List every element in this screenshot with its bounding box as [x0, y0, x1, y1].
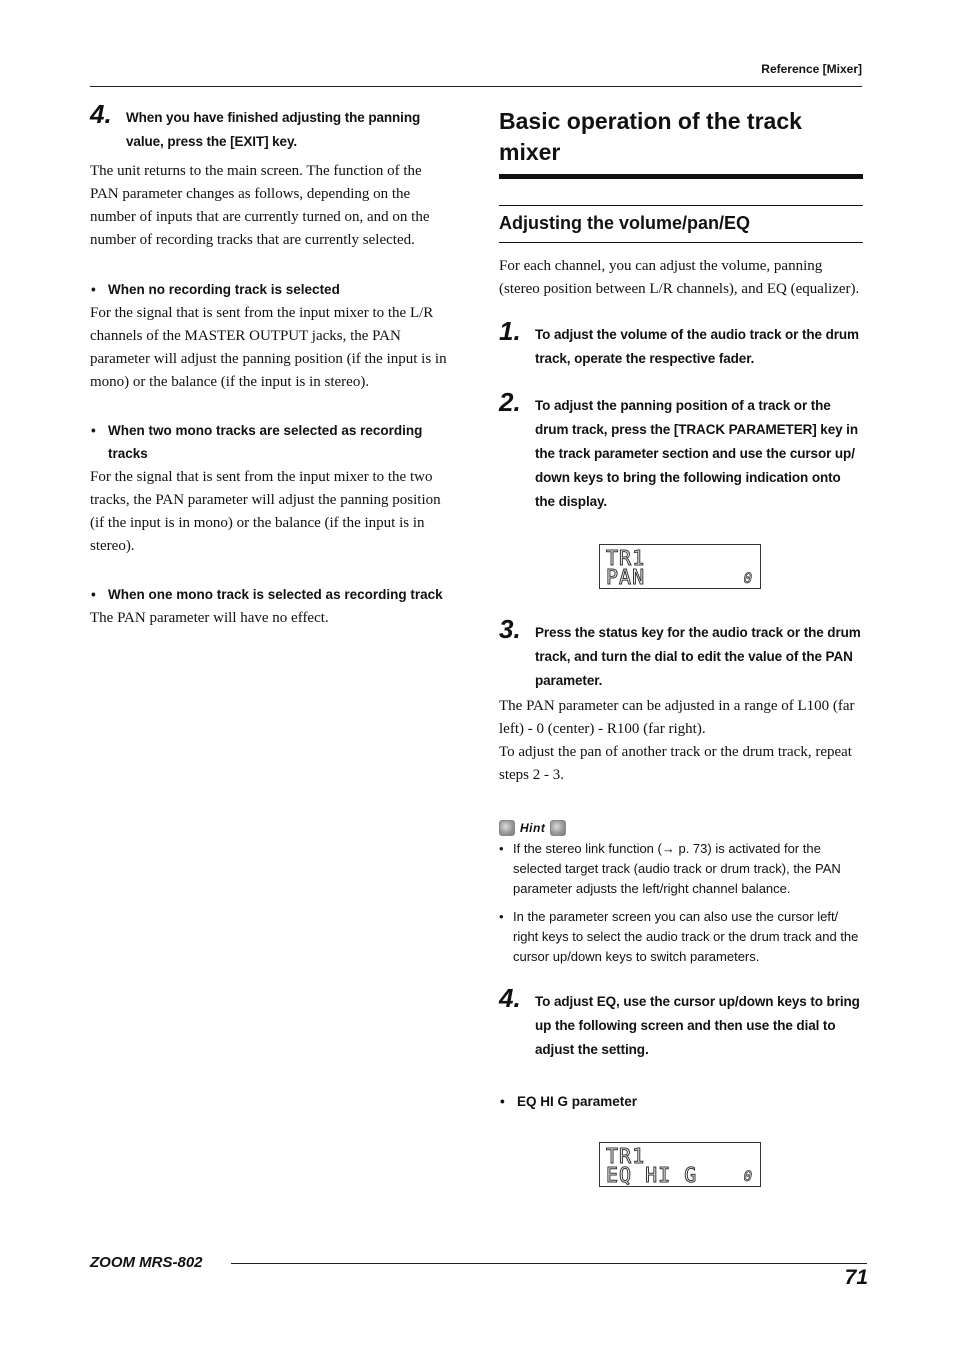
step-number: 1.: [499, 316, 521, 346]
eq-bullet-text: EQ HI G parameter: [517, 1094, 638, 1109]
hint-item: [499, 839, 863, 899]
lcd-line-1: TR1: [606, 1144, 646, 1168]
lcd-pan-display: [599, 544, 761, 589]
case-body: The PAN parameter will have no effect.: [90, 610, 329, 626]
step-number: 4.: [90, 99, 112, 129]
header-rule: [90, 86, 862, 87]
hint-label: Hint: [520, 821, 546, 835]
lcd-value: 0: [743, 571, 752, 587]
case-heading: [90, 278, 452, 301]
subsection-intro: For each channel, you can adjust the volume, panning (stereo position between L/R channels), and EQ (equalizer).: [499, 258, 860, 297]
bullet-icon: •: [499, 909, 504, 924]
hint-item-text: In the parameter screen you can also use the cursor left/ right keys to select the audio track or the drum track and the cursor up/down keys to switch parameters.: [513, 909, 859, 964]
step-text: To adjust the panning position of a track or the drum track, press the [TRACK PARAMETER] key in the track parameter section and use the cursor up/ down keys to bring the following indication onto the display.: [535, 398, 858, 509]
footer-brand: ZOOM MRS-802: [90, 1254, 203, 1271]
case-heading-text: When two mono tracks are selected as recording tracks: [108, 423, 423, 461]
eq-hi-g-bullet: [499, 1090, 863, 1113]
intro-paragraph: The unit returns to the main screen. The function of the PAN parameter changes as follows, depending on the number of inputs that are currently turned on, and on the number of recording tracks that are currently selected.: [90, 163, 430, 248]
lcd-line-1: TR1: [606, 546, 646, 570]
hint-box: [499, 820, 863, 967]
lcd-line-2: EQ HI G: [606, 1163, 698, 1187]
case-one-mono-track: [90, 583, 452, 630]
case-heading-text: When one mono track is selected as recording track: [108, 587, 443, 602]
left-column: [90, 100, 452, 630]
page-number: 71: [844, 1266, 868, 1289]
section-rule: [499, 174, 863, 179]
step-2-pan: [499, 387, 863, 514]
hint-item-text: If the stereo link function (→ p. 73) is activated for the selected target track (audio track or drum track), the PAN parameter adjusts the left/right channel balance.: [513, 841, 841, 896]
step-number: 3.: [499, 614, 521, 644]
hint-item: [499, 907, 863, 967]
step-3-edit-pan: [499, 614, 863, 693]
lcd-eq-display-wrap: [499, 1142, 863, 1187]
case-body: For the signal that is sent from the input mixer to the L/R channels of the MASTER OUTPUT jacks, the PAN parameter will adjust the panning position (if the input is in mono) or the balance (if the input is in stereo).: [90, 305, 447, 390]
hint-left-icon: [499, 820, 515, 836]
case-two-mono-tracks: [90, 419, 452, 558]
pan-range-paragraph: The PAN parameter can be adjusted in a range of L100 (far left) - 0 (center) - R100 (far right).: [499, 698, 855, 737]
footer-rule: [231, 1263, 867, 1264]
case-heading: [90, 583, 452, 606]
bullet-icon: •: [91, 587, 96, 602]
step-number: 4.: [499, 983, 521, 1013]
lcd-pan-display-wrap: [499, 544, 863, 589]
lcd-eq-display: [599, 1142, 761, 1187]
step-4-eq: [499, 983, 863, 1062]
case-no-recording-track: [90, 278, 452, 394]
step-text: To adjust EQ, use the cursor up/down keys to bring up the following screen and then use the dial to adjust the setting.: [535, 994, 860, 1057]
bullet-icon: •: [91, 423, 96, 438]
case-heading-text: When no recording track is selected: [108, 282, 340, 297]
step-number: 2.: [499, 387, 521, 417]
repeat-steps-paragraph: To adjust the pan of another track or the drum track, repeat steps 2 - 3.: [499, 744, 852, 783]
subsection-header: [499, 205, 863, 243]
step-1-volume: [499, 316, 863, 371]
case-body: For the signal that is sent from the input mixer to the two tracks, the PAN parameter will adjust the panning position (if the input is in mono) or the balance (if the input is in stereo).: [90, 469, 441, 554]
hint-header: [499, 820, 863, 836]
step-text: When you have finished adjusting the panning value, press the [EXIT] key.: [126, 110, 421, 149]
step-text: Press the status key for the audio track or the drum track, and turn the dial to edit the value of the PAN parameter.: [535, 625, 861, 688]
case-heading: [90, 419, 452, 465]
bullet-icon: •: [499, 841, 504, 856]
subsection-title: Adjusting the volume/pan/EQ: [499, 213, 751, 233]
step-text: To adjust the volume of the audio track or the drum track, operate the respective fader.: [535, 327, 859, 366]
hint-right-icon: [550, 820, 566, 836]
lcd-value: 0: [743, 1169, 752, 1185]
bullet-icon: •: [91, 282, 96, 297]
lcd-line-2: PAN: [606, 565, 646, 589]
section-title: Basic operation of the track mixer: [499, 108, 802, 165]
running-head: Reference [Mixer]: [761, 62, 862, 76]
bullet-icon: •: [500, 1094, 505, 1109]
step-4-exit: [90, 99, 452, 154]
right-column: [499, 100, 863, 1187]
